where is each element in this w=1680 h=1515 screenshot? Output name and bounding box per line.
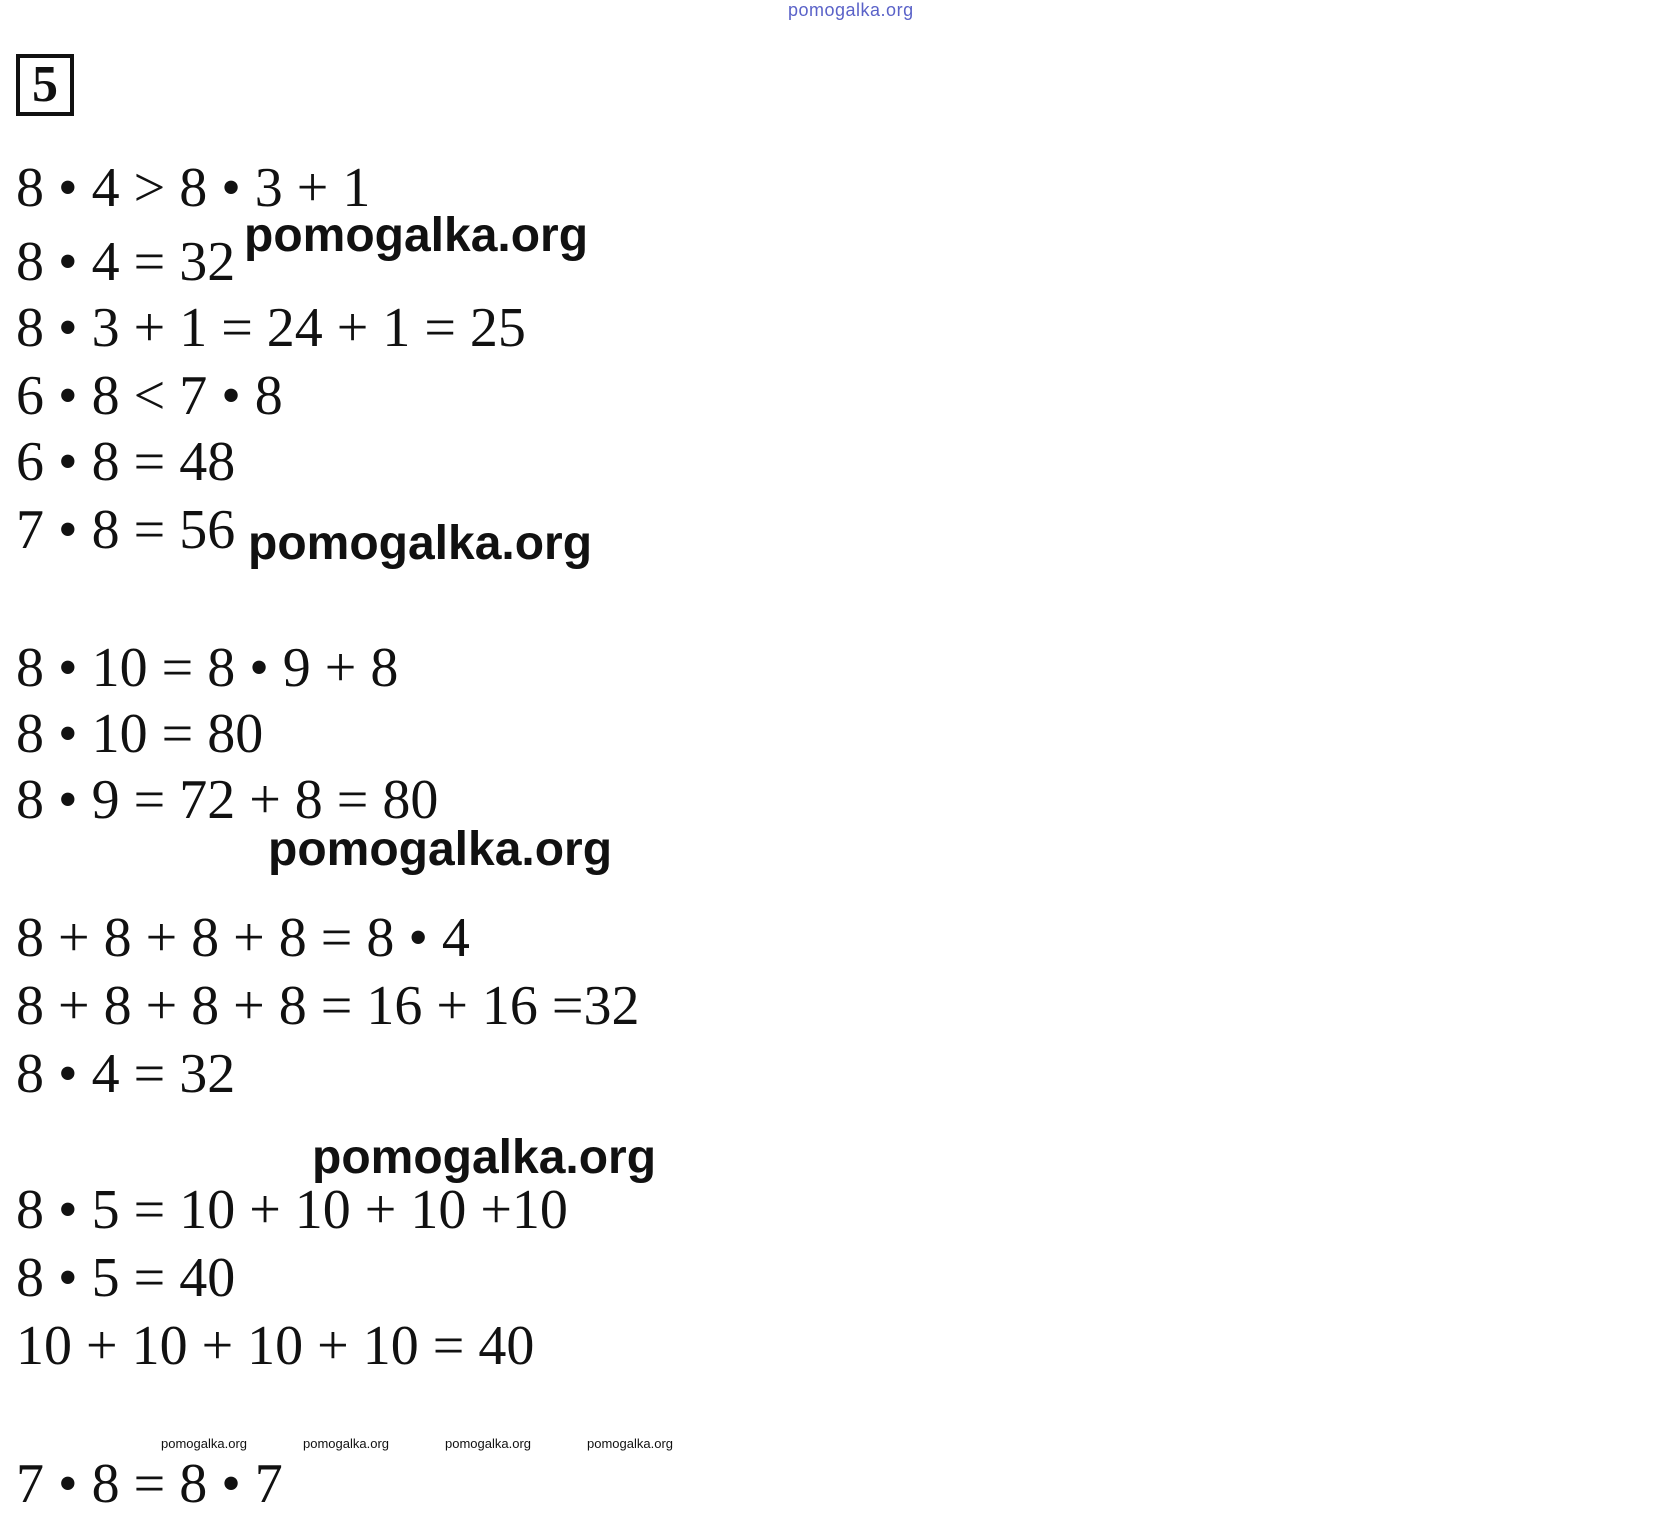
equation-line: 7 • 8 = 8 • 7 bbox=[16, 1453, 283, 1515]
equation-line: 8 • 3 + 1 = 24 + 1 = 25 bbox=[16, 297, 526, 359]
equation-line: 6 • 8 < 7 • 8 bbox=[16, 365, 283, 427]
site-watermark: pomogalka.org bbox=[312, 1131, 657, 1184]
equation-line: 8 • 10 = 80 bbox=[16, 703, 264, 765]
equation-line: 8 • 4 = 32 bbox=[16, 231, 236, 293]
site-watermark: pomogalka.org bbox=[248, 517, 593, 570]
small-site-watermark: pomogalka.org bbox=[445, 1436, 531, 1451]
equation-line: 6 • 8 = 48 bbox=[16, 431, 236, 493]
equation-line: 8 • 5 = 10 + 10 + 10 +10 bbox=[16, 1179, 568, 1241]
small-site-watermark: pomogalka.org bbox=[161, 1436, 247, 1451]
small-site-watermark: pomogalka.org bbox=[587, 1436, 673, 1451]
equation-line: 8 + 8 + 8 + 8 = 8 • 4 bbox=[16, 907, 470, 969]
equation-line: 8 • 10 = 8 • 9 + 8 bbox=[16, 637, 399, 699]
equation-line: 10 + 10 + 10 + 10 = 40 bbox=[16, 1315, 535, 1377]
equation-line: 8 • 4 = 32 bbox=[16, 1043, 236, 1105]
site-watermark: pomogalka.org bbox=[268, 823, 613, 876]
equation-line: 8 • 9 = 72 + 8 = 80 bbox=[16, 769, 439, 831]
equation-line: 8 + 8 + 8 + 8 = 16 + 16 =32 bbox=[16, 975, 640, 1037]
task-number-box: 5 bbox=[16, 54, 74, 116]
site-watermark: pomogalka.org bbox=[244, 209, 589, 262]
top-site-watermark: pomogalka.org bbox=[788, 0, 914, 20]
equation-line: 7 • 8 = 56 bbox=[16, 499, 236, 561]
equation-line: 8 • 5 = 40 bbox=[16, 1247, 236, 1309]
small-site-watermark: pomogalka.org bbox=[303, 1436, 389, 1451]
equation-line: 8 • 4 > 8 • 3 + 1 bbox=[16, 157, 371, 219]
